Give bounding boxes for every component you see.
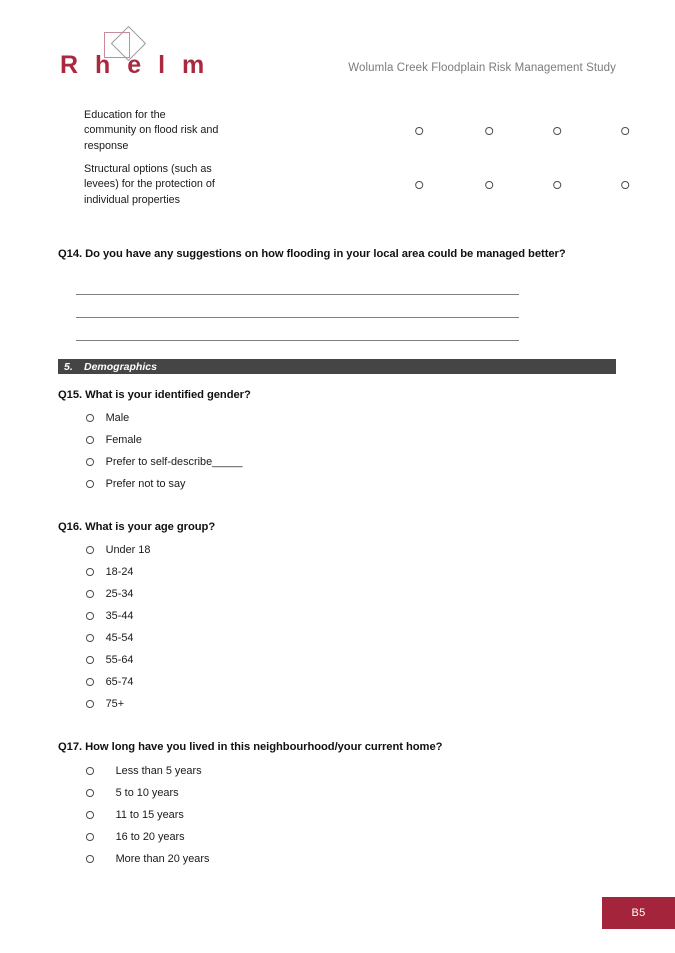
list-item[interactable] (58, 826, 442, 848)
list-item[interactable] (58, 848, 442, 870)
question-q17-options (58, 760, 442, 870)
radio-icon[interactable] (86, 612, 94, 620)
matrix-radio-1[interactable] (415, 122, 423, 140)
answer-line[interactable] (76, 295, 519, 318)
page-number-label: B5 (631, 907, 646, 919)
answer-line[interactable] (76, 318, 519, 341)
radio-icon[interactable] (86, 458, 94, 466)
matrix-radio-3[interactable] (553, 176, 561, 194)
radio-icon[interactable] (86, 833, 94, 841)
option-label: Female (105, 434, 142, 446)
list-item[interactable] (58, 451, 251, 473)
list-item[interactable] (58, 782, 442, 804)
radio-icon[interactable] (86, 656, 94, 664)
list-item[interactable] (58, 627, 215, 649)
section-title: Demographics (84, 360, 157, 373)
question-q15-options (58, 407, 251, 495)
radio-icon[interactable] (86, 590, 94, 598)
option-label: Prefer to self-describe_____ (105, 456, 243, 468)
rhelm-logo (60, 44, 210, 86)
list-item[interactable] (58, 671, 215, 693)
list-item[interactable] (58, 605, 215, 627)
matrix-row-label: Education for the community on flood risk and response (84, 109, 219, 152)
table-row (58, 108, 618, 154)
matrix-radio-4[interactable] (621, 176, 629, 194)
question-q14-title: Q14. Do you have any suggestions on how flooding in your local area could be managed better? (58, 248, 566, 260)
list-item[interactable] (58, 473, 251, 495)
radio-icon[interactable] (86, 767, 94, 775)
matrix-row-label: Structural options (such as levees) for the protection of individual properties (84, 163, 215, 206)
option-label: 5 to 10 years (115, 787, 179, 799)
list-item[interactable] (58, 760, 442, 782)
option-label: 75+ (105, 698, 125, 710)
option-label: 55-64 (105, 654, 134, 666)
radio-icon[interactable] (86, 855, 94, 863)
radio-icon[interactable] (86, 436, 94, 444)
section-header-demographics (58, 359, 616, 374)
logo-wordmark: R h e l m (60, 51, 210, 79)
option-label: Prefer not to say (105, 478, 186, 490)
question-q15-title: Q15. What is your identified gender? (58, 389, 251, 401)
option-label: 25-34 (105, 588, 134, 600)
page-header (0, 0, 675, 100)
radio-icon[interactable] (86, 634, 94, 642)
matrix-radio-2[interactable] (485, 122, 493, 140)
rating-matrix-table (58, 108, 618, 216)
radio-icon[interactable] (86, 678, 94, 686)
document-title: Wolumla Creek Floodplain Risk Management Study (348, 62, 616, 74)
radio-icon[interactable] (86, 568, 94, 576)
list-item[interactable] (58, 429, 251, 451)
option-label: 16 to 20 years (115, 831, 185, 843)
table-row (58, 154, 618, 216)
question-q14-answer-area (76, 272, 521, 341)
option-label: 11 to 15 years (115, 809, 184, 821)
question-q16-options (58, 539, 215, 715)
list-item[interactable] (58, 539, 215, 561)
option-label: Male (105, 412, 130, 424)
list-item[interactable] (58, 693, 215, 715)
matrix-radio-4[interactable] (621, 122, 629, 140)
option-label: 35-44 (105, 610, 134, 622)
question-q15 (58, 389, 251, 495)
option-label: Under 18 (105, 544, 151, 556)
question-q16 (58, 521, 215, 715)
question-q14 (58, 248, 566, 260)
radio-icon[interactable] (86, 546, 94, 554)
list-item[interactable] (58, 649, 215, 671)
list-item[interactable] (58, 583, 215, 605)
section-number: 5. (64, 360, 73, 373)
list-item[interactable] (58, 804, 442, 826)
question-q17-title: Q17. How long have you lived in this neighbourhood/your current home? (58, 741, 443, 753)
answer-line[interactable] (76, 272, 519, 295)
question-q16-title: Q16. What is your age group? (58, 521, 216, 533)
radio-icon[interactable] (86, 789, 94, 797)
radio-icon[interactable] (86, 811, 94, 819)
radio-icon[interactable] (86, 480, 94, 488)
list-item[interactable] (58, 407, 251, 429)
option-label: 45-54 (105, 632, 134, 644)
option-label: 18-24 (105, 566, 134, 578)
matrix-radio-2[interactable] (485, 176, 493, 194)
question-q17 (58, 741, 442, 870)
option-label: 65-74 (105, 676, 134, 688)
radio-icon[interactable] (86, 700, 94, 708)
matrix-radio-3[interactable] (553, 122, 561, 140)
option-label: More than 20 years (115, 853, 210, 865)
list-item[interactable] (58, 561, 215, 583)
option-label: Less than 5 years (115, 765, 202, 777)
page-number-badge (602, 897, 675, 929)
matrix-radio-1[interactable] (415, 176, 423, 194)
radio-icon[interactable] (86, 414, 94, 422)
